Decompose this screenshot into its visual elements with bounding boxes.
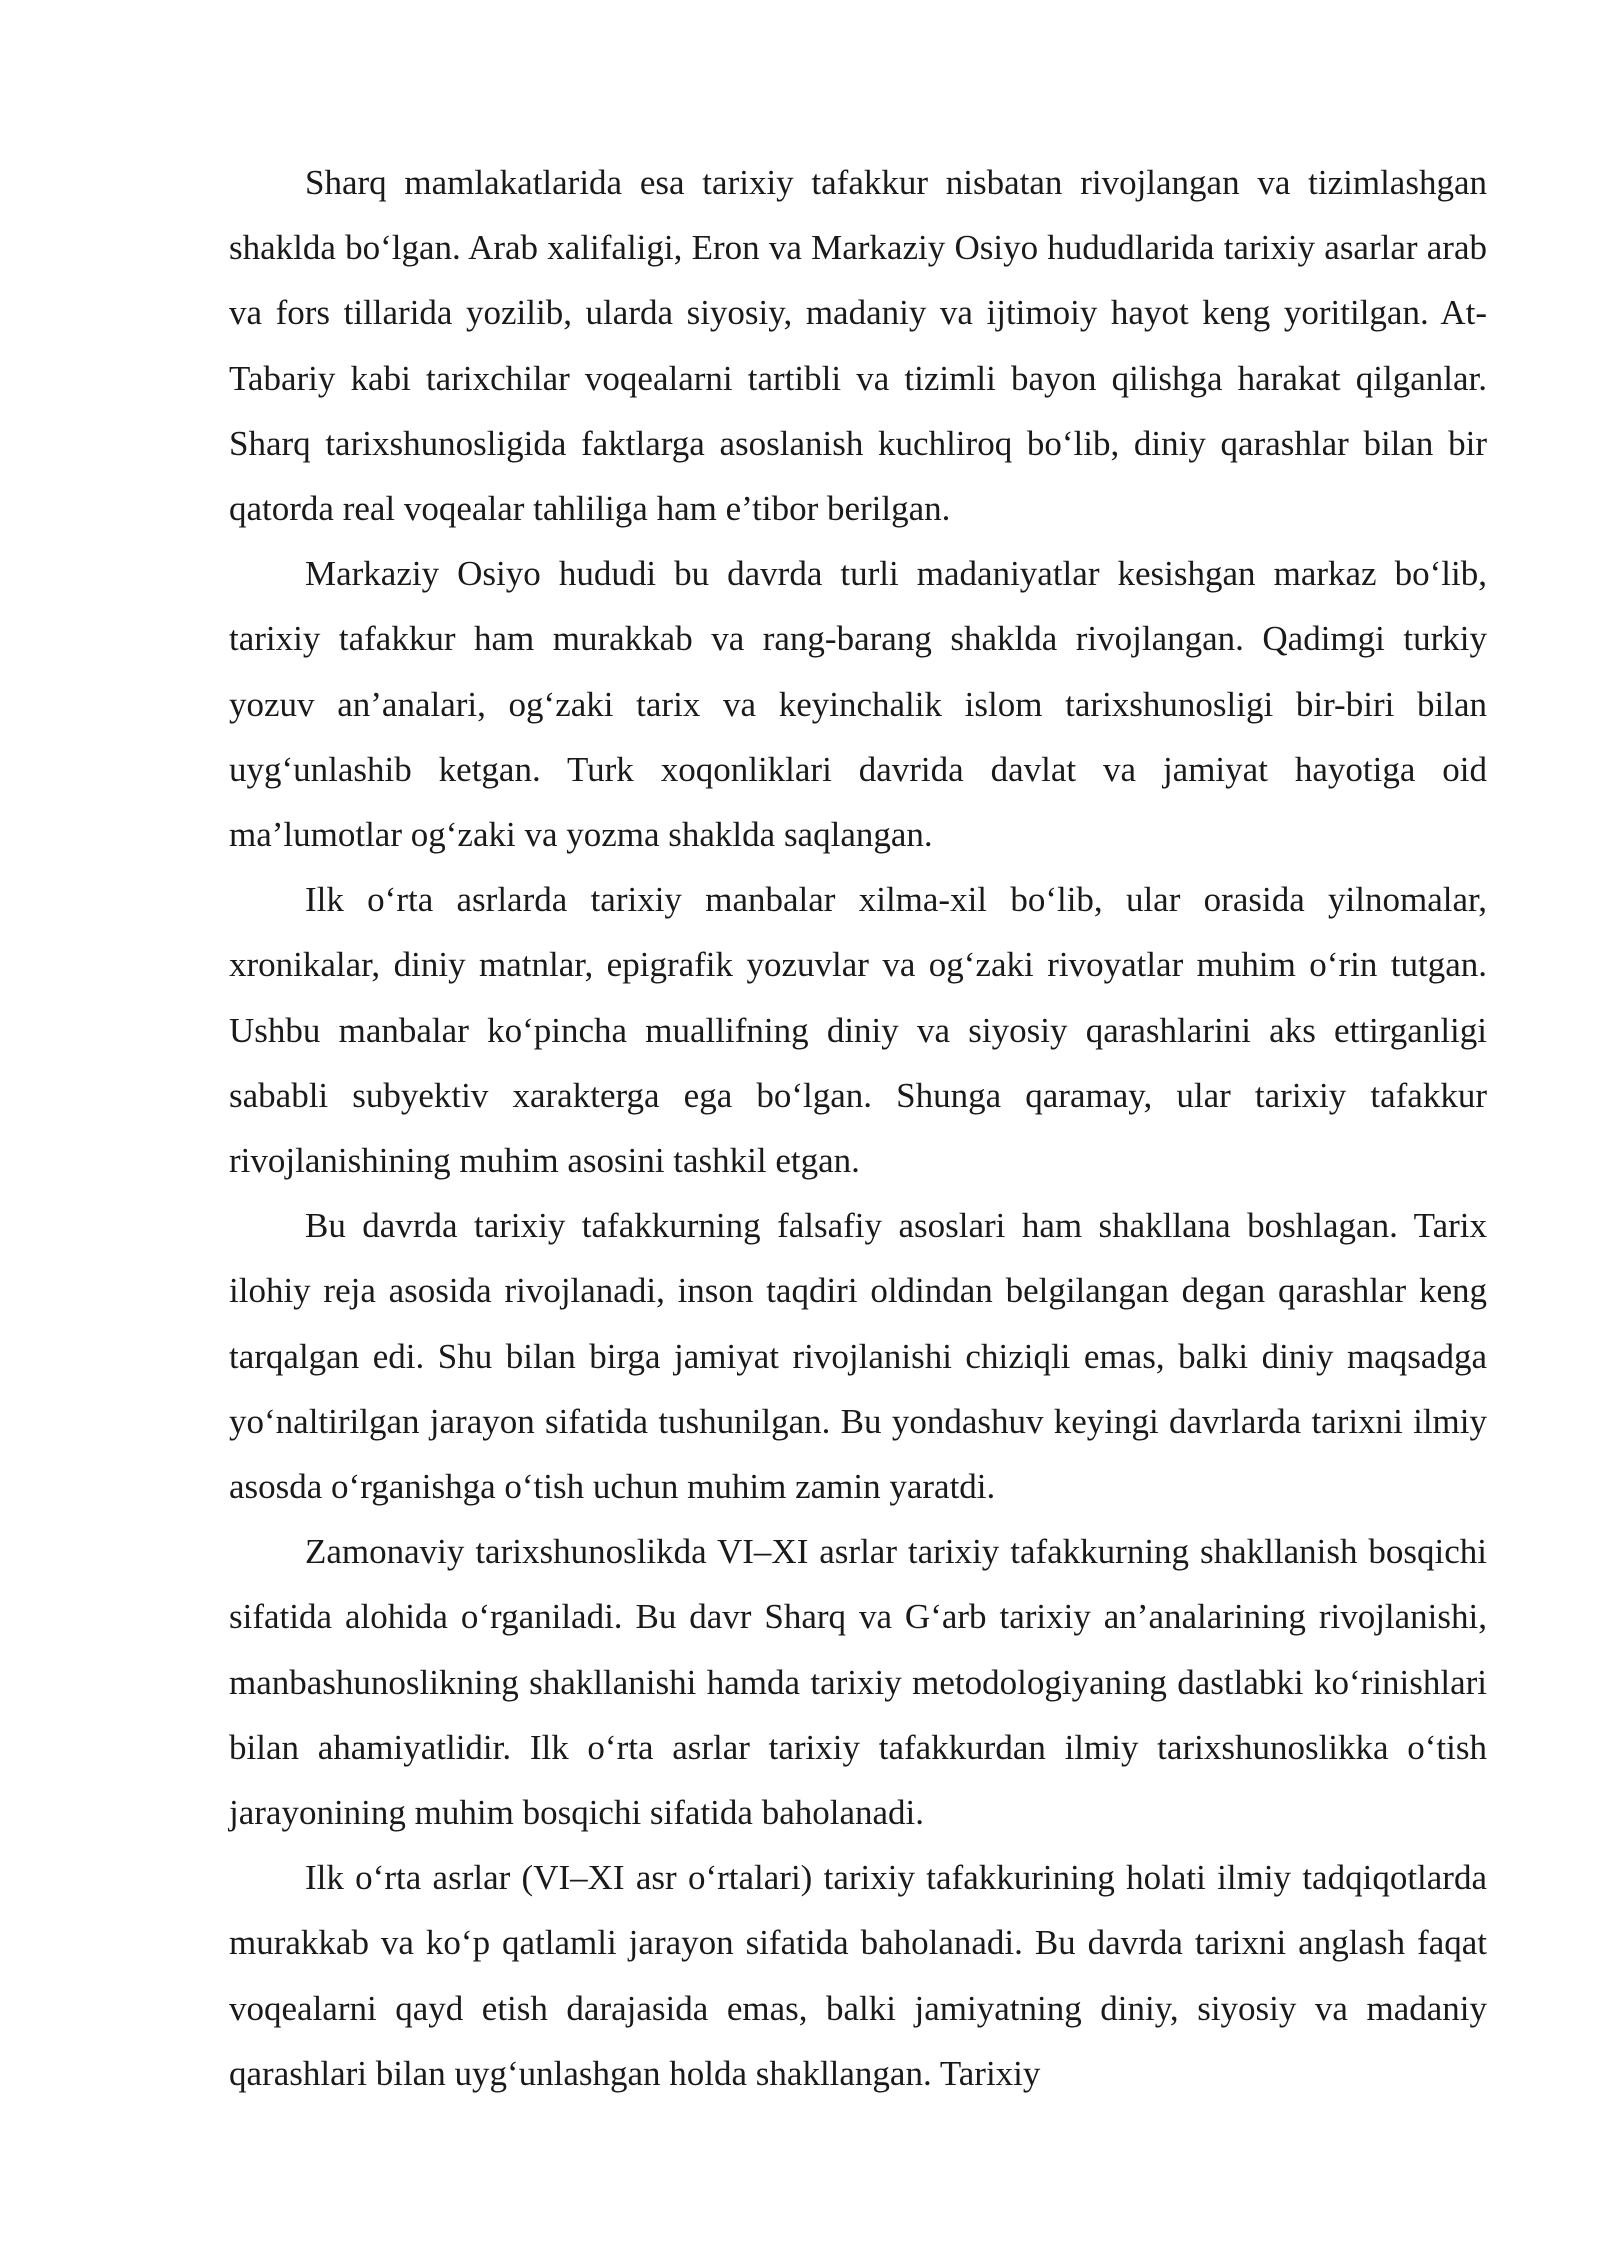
paragraph-4: Bu davrda tarixiy tafakkurning falsafiy asoslari ham shakllana boshlagan. Tarix ilohiy reja asosida rivojlanadi, inson taqdiri oldindan belgilangan degan qarashlar keng tarqalgan edi. Shu bilan birga jamiyat rivojlanishi chiziqli emas, balki diniy maqsadga yo‘naltirilgan jarayon sifatida tushunilgan. Bu yondashuv keyingi davrlarda tarixni ilmiy asosda o‘rganishga o‘tish uchun muhim zamin yaratdi. bbox=[229, 1206, 1487, 1507]
paragraph-6: Ilk o‘rta asrlar (VI–XI asr o‘rtalari) tarixiy tafakkurining holati ilmiy tadqiqotlarda murakkab va ko‘p qatlamli jarayon sifatida baholanadi. Bu davrda tarixni anglash faqat voqealarni qayd etish darajasida emas, balki jamiyatning diniy, siyosiy va madaniy qarashlari bilan uyg‘unlashgan holda shakllangan. Tarixiy bbox=[229, 1858, 1487, 2093]
paragraph-2: Markaziy Osiyo hududi bu davrda turli madaniyatlar kesishgan markaz bo‘lib, tarixiy tafakkur ham murakkab va rang-barang shaklda rivojlangan. Qadimgi turkiy yozuv an’analari, og‘zaki tarix va keyinchalik islom tarixshunosligi bir-biri bilan uyg‘unlashib ketgan. Turk xoqonliklari davrida davlat va jamiyat hayotiga oid ma’lumotlar og‘zaki va yozma shaklda saqlangan. bbox=[229, 554, 1487, 855]
paragraph-5: Zamonaviy tarixshunoslikda VI–XI asrlar tarixiy tafakkurning shakllanish bosqichi sifatida alohida o‘rganiladi. Bu davr Sharq va G‘arb tarixiy an’analarining rivojlanishi, manbashunoslikning shakllanishi hamda tarixiy metodologiyaning dastlabki ko‘rinishlari bilan ahamiyatlidir. Ilk o‘rta asrlar tarixiy tafakkurdan ilmiy tarixshunoslikka o‘tish jarayonining muhim bosqichi sifatida baholanadi. bbox=[229, 1532, 1487, 1833]
body-text bbox=[229, 150, 1487, 2106]
paragraph-1: Sharq mamlakatlarida esa tarixiy tafakkur nisbatan rivojlangan va tizimlashgan shaklda bo‘lgan. Arab xalifaligi, Eron va Markaziy Osiyo hududlarida tarixiy asarlar arab va fors tillarida yozilib, ularda siyosiy, madaniy va ijtimoiy hayot keng yoritilgan. At-Tabariy kabi tarixchilar voqealarni tartibli va tizimli bayon qilishga harakat qilganlar. Sharq tarixshunosligida faktlarga asoslanish kuchliroq bo‘lib, diniy qarashlar bilan bir qatorda real voqealar tahliliga ham e’tibor berilgan. bbox=[229, 163, 1487, 529]
paragraph-3: Ilk o‘rta asrlarda tarixiy manbalar xilma-xil bo‘lib, ular orasida yilnomalar, xronikalar, diniy matnlar, epigrafik yozuvlar va og‘zaki rivoyatlar muhim o‘rin tutgan. Ushbu manbalar ko‘pincha muallifning diniy va siyosiy qarashlarini aks ettirganligi sababli subyektiv xarakterga ega bo‘lgan. Shunga qaramay, ular tarixiy tafakkur rivojlanishining muhim asosini tashkil etgan. bbox=[229, 880, 1487, 1181]
